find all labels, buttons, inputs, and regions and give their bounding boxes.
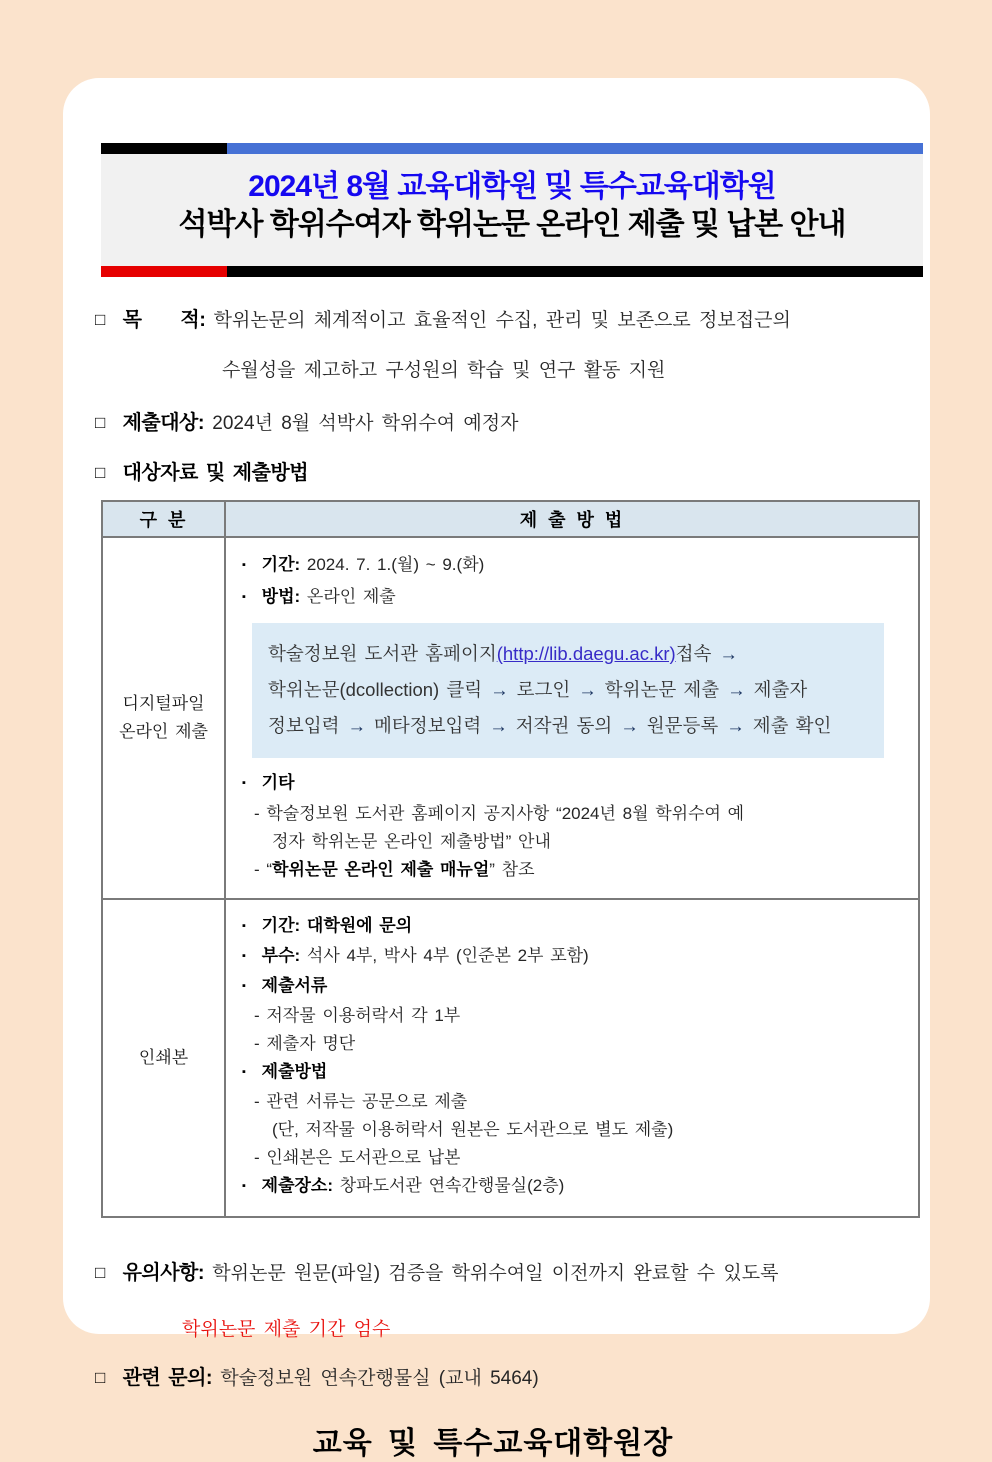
print-docs-line [242,972,900,1002]
digital-etc-item1-line1: - 학술정보원 도서관 홈페이지 공지사항 “2024년 8월 학위수여 예 [254,804,745,823]
notice-text: 학위논문 원문(파일) 검증을 학위수여일 이전까지 완료할 수 있도록 [212,1263,779,1284]
section-contact [95,1365,893,1392]
table-header-row [102,501,919,537]
section-purpose [95,307,893,384]
column-header-category: 구 분 [102,501,225,537]
materials-label: 대상자료 및 제출방법 [122,462,309,484]
procedure-step: 로그인 [516,679,571,700]
section-target [95,410,893,437]
procedure-step: 저작권 동의 [515,715,613,736]
checkbox-icon: □ [95,413,106,432]
digital-method-line [242,582,900,614]
digital-method-cell [225,537,919,899]
arrow-icon: → [719,643,738,664]
banner-bottom-bar [101,266,923,277]
procedure-step: 제출자 [753,679,808,700]
procedure-step: 원문등록 [646,715,719,736]
arrow-icon: → [489,715,508,736]
digital-method-value: 온라인 제출 [306,587,396,606]
bullet-icon: ▪ [242,980,246,992]
print-place-line [242,1172,900,1202]
banner-top-blue-segment [227,143,923,154]
purpose-label: 목 적: [122,309,206,331]
procedure-step: 정보입력 [268,715,340,736]
procedure-line3 [268,708,870,744]
table-row-print [102,899,919,1217]
etc-item2-prefix: - “ [254,860,273,879]
print-docs-item1: - 저작물 이용허락서 각 1부 [254,1006,461,1025]
banner-bottom-black-segment [227,266,923,277]
arrow-icon: → [347,715,366,736]
section-notice [95,1260,893,1343]
procedure-box [252,623,884,758]
print-method-label: 제출방법 [261,1062,328,1081]
procedure-line2 [268,672,870,708]
header-banner [101,143,923,277]
print-copies-value: 석사 4부, 박사 4부 (인준본 2부 포함) [306,946,589,965]
banner-top-bar [101,143,923,154]
print-period-line [242,912,900,942]
digital-category-line1: 디지털파일 [122,694,205,713]
bullet-icon: ▪ [242,950,246,962]
procedure-step: 메타정보입력 [373,715,482,736]
submission-table [101,500,920,1218]
procedure-step: 제출 확인 [752,715,832,736]
arrow-icon: → [726,715,745,736]
title-area [101,154,923,266]
checkbox-icon: □ [95,1263,106,1282]
print-copies-line [242,942,900,972]
page-title-line1: 2024년 8월 교육대학원 및 특수교육대학원 [248,170,776,203]
library-homepage-link[interactable]: (http://lib.daegu.ac.kr) [496,643,676,664]
print-place-label: 제출장소: [261,1176,333,1195]
bullet-icon: ▪ [242,920,246,932]
bullet-icon: ▪ [242,1066,246,1078]
notice-card [63,78,930,1460]
digital-period-line [242,550,900,582]
print-category-cell: 인쇄본 [102,899,225,1217]
target-label: 제출대상: [122,412,205,434]
bullet-icon: ▪ [242,1180,246,1192]
banner-bottom-red-segment [101,266,227,277]
digital-etc-item2 [242,856,900,884]
digital-period-value: 2024. 7. 1.(월) ~ 9.(화) [306,555,485,574]
print-method-cell [225,899,919,1217]
procedure-l1-text: 학술정보원 도서관 홈페이지 [268,643,497,664]
digital-category-cell [102,537,225,899]
section-materials [95,460,893,487]
contact-text: 학술정보원 연속간행물실 (교내 5464) [220,1368,539,1389]
digital-period-label: 기간: [261,555,301,574]
purpose-text-line1: 학위논문의 체계적이고 효율적인 수집, 관리 및 보존으로 정보접근의 [213,310,791,331]
contact-label: 관련 문의: [122,1367,213,1389]
checkbox-icon: □ [95,1368,106,1387]
digital-etc-line [242,768,900,800]
print-method-item2: - 인쇄본은 도서관으로 납본 [254,1148,461,1167]
bullet-icon: ▪ [242,777,246,789]
arrow-icon: → [578,679,597,700]
arrow-icon: → [620,715,639,736]
print-method-line [242,1058,900,1088]
checkbox-icon: □ [95,463,106,482]
procedure-step: 학위논문(dcollection) 클릭 [268,679,483,700]
print-method-item1: - 관련 서류는 공문으로 제출 [254,1092,468,1111]
column-header-method: 제 출 방 법 [225,501,919,537]
digital-method-label: 방법: [261,587,301,606]
procedure-line1 [268,636,870,672]
notice-warning-text: 학위논문 제출 기간 엄수 [182,1319,391,1340]
bullet-icon: ▪ [242,559,246,571]
digital-etc-item1-line2: 정자 학위논문 온라인 제출방법” 안내 [272,832,551,851]
procedure-l1-tail: 접속 [675,643,712,664]
print-place-value: 창파도서관 연속간행물실(2층) [339,1176,565,1195]
digital-category-line2: 온라인 제출 [119,722,208,741]
checkbox-icon: □ [95,310,106,329]
page-title-line2: 석박사 학위수여자 학위논문 온라인 제출 및 납본 안내 [178,208,846,241]
notice-label: 유의사항: [122,1262,205,1284]
print-period-label: 기간: [261,916,301,935]
print-docs-label: 제출서류 [261,976,328,995]
print-copies-label: 부수: [261,946,301,965]
target-text: 2024년 8월 석박사 학위수여 예정자 [212,413,519,434]
digital-etc-label: 기타 [261,773,295,792]
print-period-value: 대학원에 문의 [306,916,413,935]
table-row-digital [102,537,919,899]
arrow-icon: → [490,679,509,700]
print-method-item1-sub: (단, 저작물 이용허락서 원본은 도서관으로 별도 제출) [272,1120,674,1139]
print-docs-item2: - 제출자 명단 [254,1034,356,1053]
etc-item2-manual-title: 학위논문 온라인 제출 매뉴얼 [272,860,490,879]
arrow-icon: → [727,679,746,700]
bullet-icon: ▪ [242,591,246,603]
etc-item2-suffix: ” 참조 [489,860,535,879]
footer-signature: 교육 및 특수교육대학원장 [312,1427,674,1460]
purpose-text-line2: 수월성을 제고하고 구성원의 학습 및 연구 활동 지원 [222,360,666,381]
banner-top-black-segment [101,143,227,154]
procedure-step: 학위논문 제출 [604,679,720,700]
